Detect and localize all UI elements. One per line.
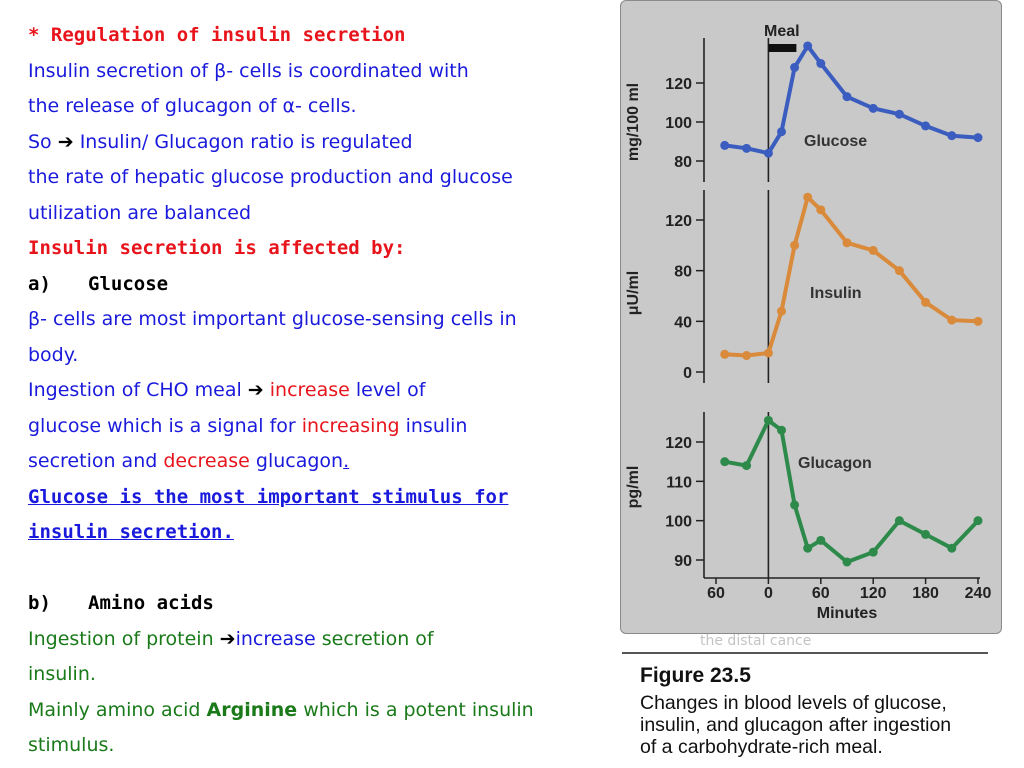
data-point-glucagon [921, 530, 930, 539]
y-tick-label: 40 [674, 314, 692, 332]
text-fragment: secretion of [315, 627, 434, 650]
data-point-glucose [816, 59, 825, 68]
text-line: insulin. [28, 663, 96, 685]
data-point-glucagon [790, 500, 799, 509]
meal-duration-bar [768, 44, 796, 52]
data-point-glucose [720, 141, 729, 150]
data-point-glucagon [895, 516, 904, 525]
highlight-word: decrease [163, 450, 250, 472]
text-fragment: insulin [399, 414, 468, 437]
list-label: b) [28, 592, 51, 614]
data-point-glucose [742, 144, 751, 153]
x-axis-label: Minutes [816, 605, 878, 622]
text-fragment: So [28, 130, 52, 153]
emphasis-line: Glucose is the most important stimulus for [28, 485, 509, 508]
highlight-word: increase [235, 627, 316, 650]
y-tick-label: 100 [665, 115, 692, 132]
data-point-insulin [869, 246, 878, 255]
y-tick-label: 110 [666, 474, 692, 492]
data-point-glucose [895, 110, 904, 119]
emphasis-line: insulin secretion. [28, 521, 234, 543]
y-tick-label: 100 [665, 513, 692, 531]
data-point-glucagon [947, 544, 956, 553]
y-tick-label: 0 [683, 365, 692, 382]
text-line: stimulus. [28, 734, 115, 756]
x-tick-label: 60 [811, 585, 830, 602]
text-fragment: level of [349, 379, 426, 401]
data-point-insulin [921, 298, 930, 307]
y-tick-label: 120 [665, 213, 692, 230]
data-point-insulin [803, 193, 812, 202]
x-tick-label: 60 [707, 585, 725, 602]
text-fragment: Ingestion of CHO meal [28, 379, 248, 401]
arrow-icon: ➔ [57, 130, 74, 153]
data-point-glucose [790, 63, 799, 72]
text-fragment: . [343, 450, 350, 472]
list-label: a) [28, 272, 51, 295]
section-heading: * Regulation of insulin secretion [28, 24, 406, 46]
bold-word: Arginine [206, 698, 298, 721]
data-point-glucose [947, 131, 956, 140]
data-point-glucagon [720, 457, 729, 466]
y-tick-label: 90 [674, 553, 692, 570]
data-point-glucagon [803, 544, 812, 553]
data-point-insulin [720, 350, 729, 359]
data-point-insulin [895, 266, 904, 275]
text-fragment: Ingestion of protein [28, 627, 220, 650]
series-label-insulin: Insulin [810, 285, 862, 302]
data-point-insulin [947, 316, 956, 325]
text-line: Insulin secretion of β- cells is coordinated with [28, 59, 469, 82]
data-point-insulin [790, 241, 799, 250]
y-axis-label: pg/ml [625, 465, 642, 509]
text-fragment: which is a potent insulin [297, 698, 534, 721]
y-axis-label: μU/ml [625, 270, 642, 316]
list-title: Glucose [88, 272, 169, 295]
text-line: the rate of hepatic glucose production and glucose [28, 166, 513, 188]
text-line: body. [28, 343, 79, 366]
highlight-word: increasing [301, 414, 400, 437]
x-tick-label: 0 [763, 585, 773, 602]
text-line: utilization are balanced [28, 201, 252, 224]
text-fragment: Insulin/ Glucagon ratio is regulated [73, 130, 413, 153]
figure-caption [640, 692, 1024, 758]
bleed-through-text: the distal cance [700, 633, 812, 649]
series-line-glucagon [725, 420, 978, 562]
series-line-insulin [725, 197, 978, 355]
y-tick-label: 80 [674, 154, 692, 171]
text-line: β- cells are most important glucose-sensing cells in [28, 308, 517, 330]
data-point-glucose [803, 41, 812, 50]
text-fragment: secretion and [28, 450, 164, 472]
arrow-icon: ➔ [247, 379, 264, 401]
data-point-glucagon [869, 548, 878, 557]
figure-caption-title: Figure 23.5 [640, 664, 751, 687]
series-label-glucose: Glucose [804, 133, 868, 150]
highlight-word: increase [269, 379, 350, 401]
data-point-insulin [974, 317, 983, 326]
x-tick-label: 180 [912, 585, 939, 602]
text-line: the release of glucagon of α- cells. [28, 95, 357, 117]
data-point-glucagon [742, 461, 751, 470]
y-axis-label: mg/100 ml [625, 82, 642, 162]
data-point-glucose [777, 127, 786, 136]
data-point-insulin [816, 205, 825, 214]
data-point-glucose [869, 104, 878, 113]
text-fragment: glucose which is a signal for [28, 414, 302, 437]
y-tick-label: 120 [665, 435, 692, 452]
arrow-icon: ➔ [219, 627, 236, 650]
data-point-glucose [921, 121, 930, 130]
x-tick-label: 240 [964, 585, 992, 602]
series-label-glucagon: Glucagon [798, 455, 872, 472]
caption-line: of a carbohydrate-rich meal. [640, 736, 883, 758]
caption-line: insulin, and glucagon after ingestion [640, 714, 952, 736]
data-point-insulin [742, 351, 751, 360]
data-point-glucose [843, 92, 852, 101]
data-point-insulin [843, 238, 852, 247]
caption-line: Changes in blood levels of glucose, [640, 692, 947, 714]
y-tick-label: 80 [674, 263, 692, 281]
subsection-heading: Insulin secretion is affected by: [28, 237, 406, 259]
data-point-insulin [764, 349, 773, 358]
y-tick-label: 120 [665, 76, 692, 93]
meal-label: Meal [764, 23, 800, 40]
list-title: Amino acids [88, 592, 214, 614]
text-fragment: glucagon [249, 450, 344, 472]
x-tick-label: 120 [859, 585, 887, 602]
caption-divider [622, 652, 988, 654]
data-point-glucagon [764, 416, 773, 425]
data-point-glucagon [816, 536, 825, 545]
data-point-glucose [974, 133, 983, 142]
text-fragment: Mainly amino acid [28, 698, 207, 721]
data-point-glucagon [843, 557, 852, 566]
data-point-glucose [764, 149, 773, 158]
data-point-insulin [777, 307, 786, 316]
data-point-glucagon [974, 516, 983, 525]
data-point-glucagon [777, 426, 786, 435]
